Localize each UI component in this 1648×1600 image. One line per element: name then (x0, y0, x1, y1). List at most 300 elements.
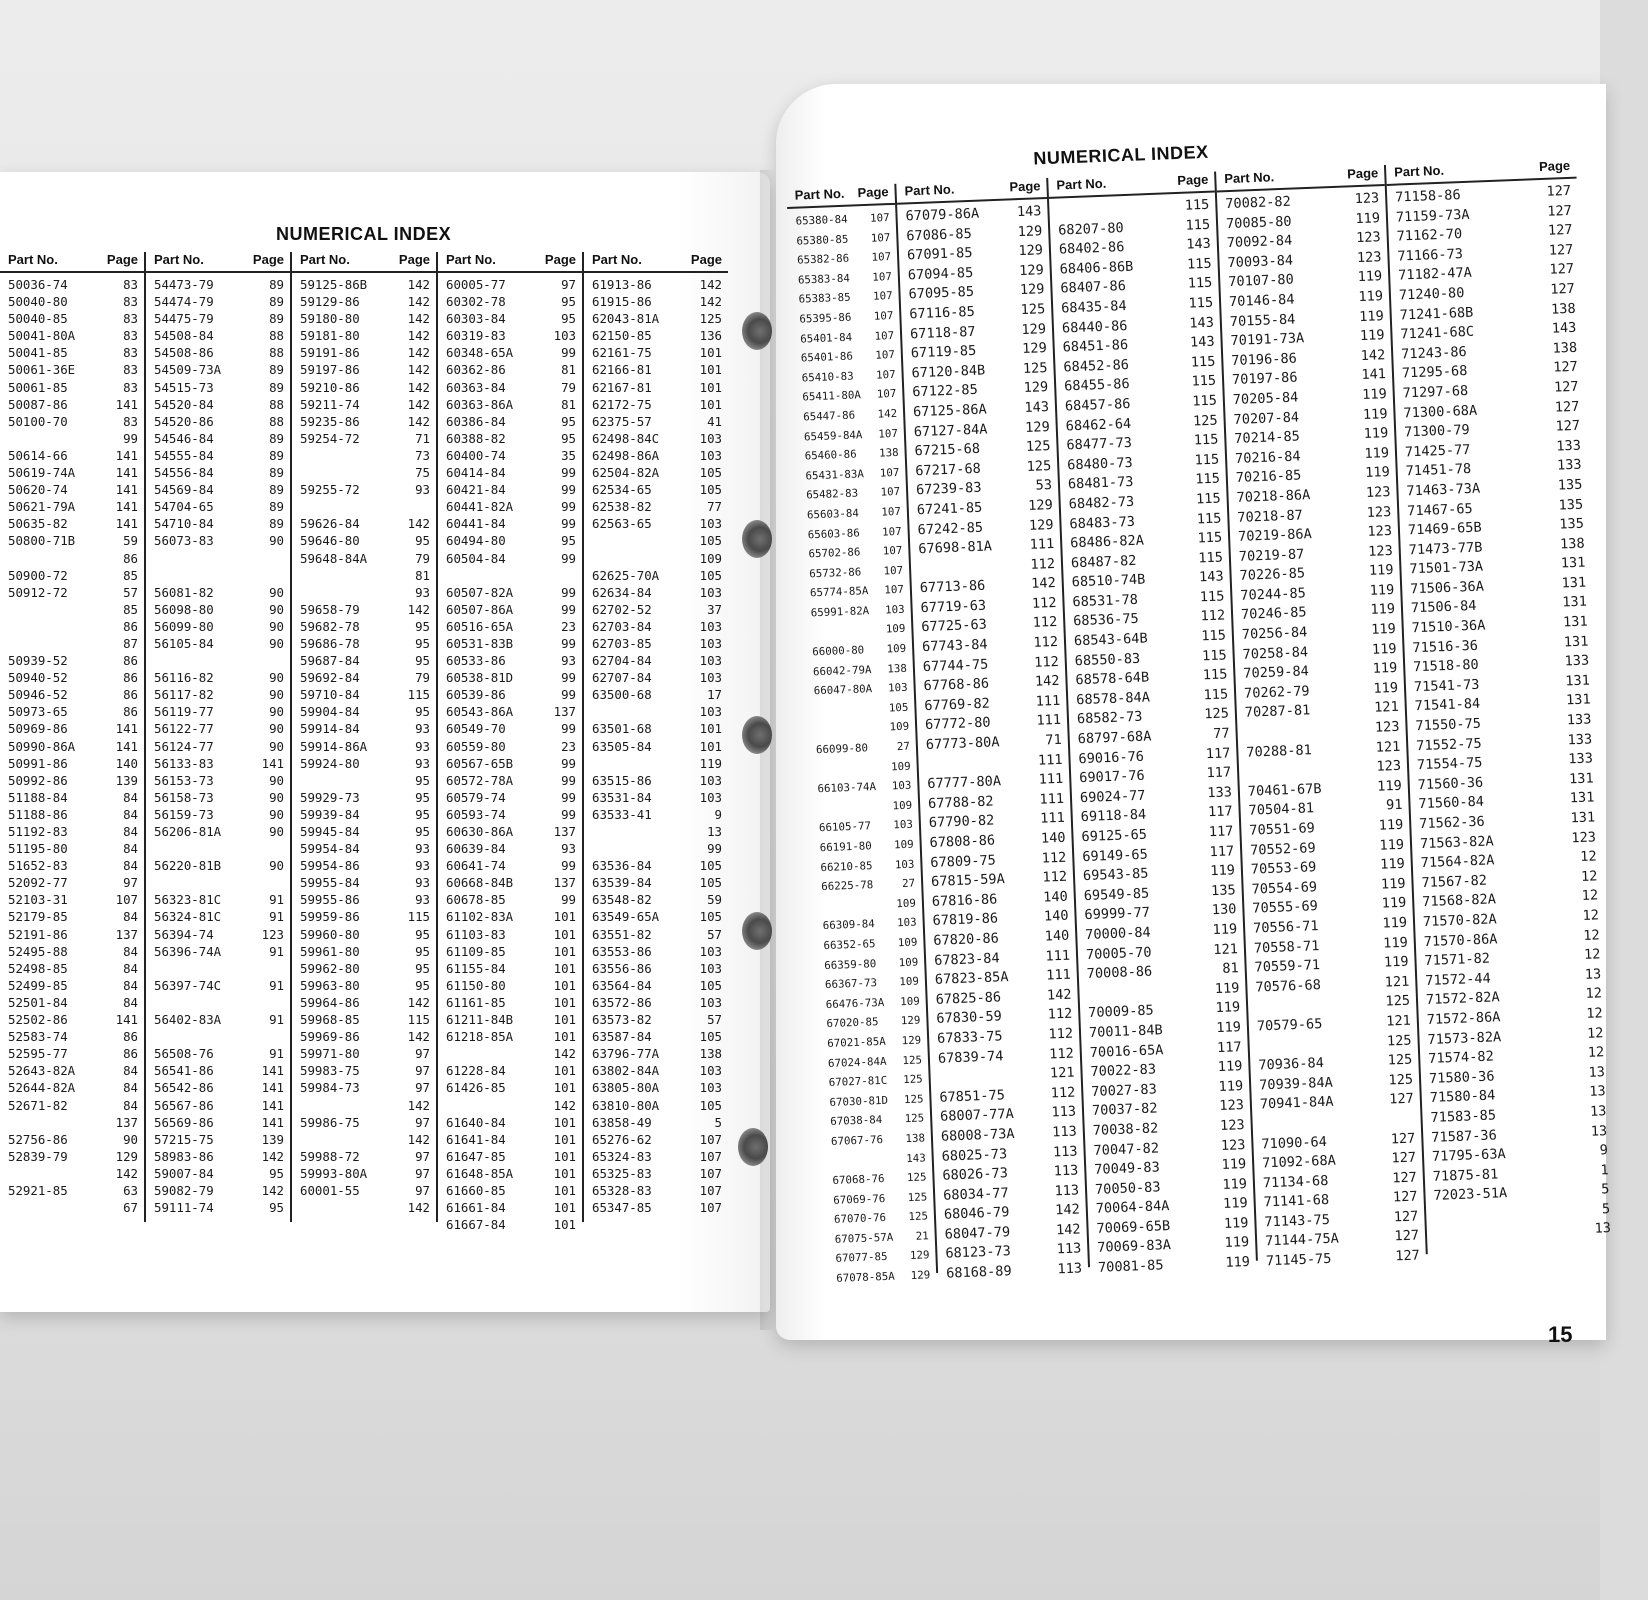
index-row (292, 1062, 436, 1079)
page-ref: 99 (561, 465, 576, 481)
index-row (584, 532, 728, 549)
page-ref: 142 (407, 345, 430, 361)
index-row (0, 344, 144, 361)
page-ref: 119 (1359, 327, 1385, 345)
page-ref: 142 (407, 362, 430, 378)
part-number: 59914-86A (300, 738, 368, 754)
page-ref: 101 (699, 721, 722, 737)
part-number: 54704-65 (154, 499, 214, 515)
part-number: 71564-82A (1420, 852, 1495, 872)
index-row (292, 310, 436, 327)
index-row (0, 396, 144, 413)
page-ref: 83 (123, 379, 138, 395)
page-ref: 101 (553, 1063, 576, 1079)
part-number: 60668-84B (446, 875, 514, 891)
index-row (292, 1045, 436, 1062)
part-number: 68026-73 (942, 1165, 1009, 1184)
page-ref: 141 (261, 1080, 284, 1096)
index-row (292, 327, 436, 344)
part-number: 60441-84 (446, 516, 506, 532)
page-ref: 105 (699, 977, 722, 993)
page-ref: 90 (269, 738, 284, 754)
page-ref: 107 (882, 543, 903, 558)
part-number: 60630-86A (446, 824, 514, 839)
page-ref: 119 (1363, 425, 1389, 443)
page-ref: 107 (880, 485, 901, 499)
index-row (584, 396, 728, 413)
part-number: 61109-85 (446, 943, 506, 959)
part-number: 70553-69 (1250, 859, 1317, 878)
page-ref: 59 (123, 533, 138, 549)
part-number: 68402-86 (1058, 239, 1125, 258)
page-ref: 91 (269, 909, 284, 925)
index-row (146, 447, 290, 464)
index-row (438, 310, 582, 327)
index-row (438, 1079, 582, 1096)
part-number: 70219-87 (1238, 546, 1305, 565)
index-row (146, 1114, 290, 1131)
index-row (584, 430, 728, 447)
index-row (438, 532, 582, 549)
part-number: 65702-86 (808, 545, 861, 561)
part-number: 50912-72 (8, 584, 68, 600)
part-number: 70244-85 (1240, 585, 1307, 604)
page-ref: 115 (1202, 666, 1228, 684)
page-ref: 107 (879, 465, 900, 480)
page-ref: 123 (1365, 483, 1391, 501)
page-ref: 135 (1559, 515, 1585, 533)
index-row (146, 840, 290, 857)
page-ref: 99 (561, 345, 576, 361)
page-ref: 105 (699, 465, 722, 481)
page-ref: 83 (123, 345, 138, 361)
part-number: 70205-84 (1232, 389, 1299, 408)
part-number: 69543-85 (1082, 865, 1149, 885)
index-row (438, 584, 582, 601)
index-row (584, 943, 728, 960)
part-number: 56105-84 (154, 635, 214, 651)
part-number: 67069-76 (833, 1191, 886, 1207)
index-row (292, 891, 436, 908)
page-ref: 84 (123, 858, 138, 874)
index-row (146, 686, 290, 703)
part-number: 68435-84 (1060, 297, 1127, 317)
part-number: 71506-84 (1410, 598, 1477, 617)
index-row (292, 789, 436, 806)
page-ref: 127 (1393, 1208, 1419, 1226)
page-ref: 99 (561, 772, 576, 788)
page-ref: 67 (123, 1200, 138, 1216)
page-ref: 119 (1221, 1156, 1247, 1174)
page-ref: 13 (1590, 1122, 1608, 1140)
column-header (146, 252, 290, 273)
index-row (146, 1045, 290, 1062)
index-row (0, 1011, 144, 1028)
page-ref: 141 (115, 516, 138, 532)
part-number: 50990-86A (8, 738, 76, 754)
part-number: 65328-83 (592, 1182, 652, 1198)
part-number: 68407-86 (1060, 278, 1127, 297)
part-number: 50635-82 (8, 516, 68, 532)
index-row (0, 977, 144, 994)
page-ref: 79 (561, 379, 576, 395)
part-number: 71141-68 (1263, 1192, 1330, 1211)
page-ref: 57 (707, 1012, 722, 1028)
page-ref: 119 (1376, 777, 1403, 795)
page-ref: 115 (1193, 431, 1219, 449)
part-number: 50969-86 (8, 721, 68, 737)
part-number: 54520-84 (154, 396, 214, 412)
page-ref: 103 (699, 943, 722, 959)
part-number: 59007-84 (154, 1165, 214, 1181)
page-ref: 127 (1554, 398, 1580, 416)
page-ref: 119 (1368, 562, 1394, 580)
part-number: 52501-84 (8, 994, 68, 1010)
page-ref: 107 (874, 328, 895, 343)
page-ref: 113 (1054, 1182, 1080, 1200)
page-ref: 103 (699, 516, 722, 532)
page-ref: 113 (1051, 1103, 1077, 1121)
part-number: 60531-83B (446, 635, 514, 651)
part-number: 61647-85 (446, 1148, 506, 1164)
index-row (292, 344, 436, 361)
index-row (584, 584, 728, 601)
part-number: 67851-75 (939, 1086, 1006, 1106)
index-row (438, 1011, 582, 1028)
page-ref: 123 (1367, 542, 1394, 560)
part-number (300, 498, 426, 515)
page-ref: 125 (1204, 705, 1230, 723)
page-ref: 133 (1567, 731, 1593, 749)
index-row (292, 669, 436, 686)
part-number (592, 755, 696, 772)
page-ref: 5 (1601, 1201, 1611, 1218)
binder-hole (738, 1128, 768, 1166)
part-number: 50041-80A (8, 328, 76, 344)
page-ref: 107 (873, 308, 894, 323)
part-number: 66191-80 (819, 839, 872, 855)
page-ref: 119 (1222, 1175, 1248, 1193)
page-ref: 93 (415, 721, 430, 737)
part-number: 67127-84A (913, 420, 988, 440)
page-ref: 127 (1549, 261, 1575, 279)
page-ref: 111 (1045, 947, 1071, 965)
part-number: 59254-72 (300, 430, 360, 446)
part-number: 67773-80A (925, 734, 1000, 754)
page-ref: 88 (269, 396, 284, 412)
index-row (292, 652, 436, 669)
page-ref: 142 (407, 379, 430, 395)
part-number: 61648-85A (446, 1165, 514, 1181)
page-ref: 107 (699, 1131, 722, 1147)
page-ref: 95 (269, 1200, 284, 1216)
index-row (292, 823, 436, 840)
part-number: 63500-68 (592, 687, 652, 703)
part-number: 51195-80 (8, 841, 68, 857)
page-ref: 99 (707, 841, 722, 857)
part-number: 67217-68 (915, 460, 982, 479)
part-number: 52644-82A (8, 1080, 76, 1096)
part-number: 70082-82 (1225, 193, 1292, 213)
part-number: 66309-84 (822, 917, 875, 933)
part-number: 67122-85 (912, 382, 979, 401)
part-number: 70218-86A (1236, 487, 1311, 506)
part-number: 67075-57A (834, 1230, 894, 1246)
index-row (438, 515, 582, 532)
page-ref: 113 (1053, 1162, 1079, 1180)
part-number: 68462-64 (1065, 415, 1132, 434)
page-ref: 129 (900, 1013, 921, 1028)
page-ref: 142 (1046, 986, 1072, 1004)
part-number: 67820-86 (933, 930, 1000, 949)
page-ref: 109 (897, 935, 918, 950)
page-ref: 103 (699, 635, 722, 651)
page-ref: 115 (407, 687, 430, 703)
page-ref (572, 567, 576, 584)
page-ref: 89 (269, 465, 284, 481)
part-number: 56073-83 (154, 533, 214, 549)
part-number: 67077-85 (835, 1250, 888, 1266)
part-number: 65383-84 (797, 271, 851, 287)
index-row (146, 1097, 290, 1114)
part-number: 59125-86B (300, 277, 368, 292)
part-number: 60302-78 (446, 294, 506, 310)
page-ref: 90 (269, 721, 284, 737)
page-header: Page (690, 252, 722, 267)
part-number: 71570-86A (1423, 930, 1498, 950)
part-number: 63549-65A (592, 909, 660, 925)
binder-hole (742, 716, 772, 754)
part-number: 67815-59A (930, 871, 1006, 891)
page-ref: 35 (561, 447, 576, 463)
page-ref: 73 (415, 447, 430, 463)
part-number: 71550-75 (1415, 715, 1482, 735)
page-ref: 101 (553, 1114, 576, 1130)
part-number: 67095-85 (908, 284, 975, 303)
part-number: 60504-84 (446, 550, 506, 566)
page-ref: 103 (699, 704, 722, 720)
index-row (828, 1265, 937, 1289)
part-number: 70504-81 (1248, 800, 1315, 820)
page-ref: 103 (699, 584, 722, 600)
part-number: 56098-80 (154, 601, 214, 617)
part-number (154, 840, 280, 857)
part-number: 70576-68 (1255, 976, 1322, 996)
page-ref: 131 (1562, 613, 1588, 631)
page-ref: 135 (1558, 496, 1584, 514)
page-ref: 119 (1364, 444, 1390, 462)
part-number (811, 620, 882, 642)
part-number: 70556-71 (1252, 918, 1319, 937)
part-number: 56081-82 (154, 584, 214, 600)
page-ref: 115 (1201, 627, 1227, 645)
page-ref: 142 (407, 516, 430, 532)
page-ref: 119 (1358, 307, 1385, 325)
page-ref: 143 (1189, 314, 1215, 332)
part-number: 56117-82 (154, 687, 214, 703)
part-number: 71463-73A (1406, 480, 1481, 500)
part-number: 67744-75 (922, 656, 989, 675)
page-ref: 12 (1580, 868, 1598, 885)
part-number: 70011-84B (1088, 1022, 1163, 1041)
page-ref: 121 (1385, 1012, 1412, 1030)
index-row (146, 635, 290, 652)
part-number: 70219-86A (1237, 526, 1313, 545)
page-ref: 142 (1034, 673, 1060, 691)
part-number: 70941-84A (1259, 1093, 1334, 1113)
index-row (438, 652, 582, 669)
page-ref: 129 (1021, 320, 1047, 338)
page-ref: 117 (1207, 803, 1233, 821)
page-ref: 9 (1599, 1142, 1609, 1159)
page-ref: 105 (699, 567, 722, 583)
part-number: 59983-75 (300, 1063, 360, 1079)
part-number: 70016-65A (1089, 1041, 1164, 1061)
part-number: 59955-86 (300, 892, 360, 908)
part-number: 52839-79 (8, 1148, 68, 1164)
page-ref: 101 (553, 1200, 576, 1216)
index-row (0, 584, 144, 601)
page-ref: 129 (1018, 261, 1045, 279)
page-ref: 84 (123, 943, 138, 959)
part-number: 65324-83 (592, 1148, 652, 1164)
part-number: 59969-86 (300, 1029, 360, 1045)
part-number: 54569-84 (154, 482, 214, 498)
part-number: 71552-75 (1415, 735, 1483, 754)
page-ref: 101 (553, 1165, 576, 1181)
page-ref: 119 (1225, 1254, 1251, 1271)
part-number: 54473-79 (154, 277, 214, 292)
index-row (146, 806, 290, 823)
part-number: 67021-85A (827, 1034, 886, 1050)
part-number: 71473-77B (1408, 539, 1483, 559)
part-number: 59988-72 (300, 1148, 360, 1164)
page-ref: 101 (553, 1148, 576, 1164)
page-ref: 107 (871, 250, 892, 264)
index-row (438, 464, 582, 481)
part-number: 62702-52 (592, 601, 652, 617)
part-number (154, 550, 280, 567)
part-number: 63802-84A (592, 1063, 660, 1079)
index-row (0, 1062, 144, 1079)
page-ref: 23 (561, 738, 576, 754)
part-number: 56099-80 (154, 618, 214, 634)
page-ref: 101 (553, 977, 576, 993)
index-row (292, 840, 436, 857)
page-ref: 105 (699, 858, 722, 874)
index-row (292, 379, 436, 396)
index-row (292, 481, 436, 498)
page-ref: 141 (261, 1114, 284, 1130)
part-number: 68510-74B (1071, 571, 1146, 591)
page-ref: 125 (1385, 993, 1411, 1010)
part-number (8, 635, 119, 652)
page-ref: 81 (561, 362, 576, 378)
part-number: 56542-86 (154, 1080, 214, 1096)
part-number: 70256-84 (1241, 624, 1308, 643)
part-number (592, 823, 703, 840)
page-ref: 138 (1550, 300, 1576, 318)
page-ref: 90 (269, 789, 284, 805)
page-ref: 138 (905, 1131, 926, 1146)
page-ref: 109 (899, 974, 920, 989)
page-ref: 90 (269, 635, 284, 651)
part-number: 59210-86 (300, 379, 360, 395)
page-ref: 91 (269, 1012, 284, 1028)
page-ref: 141 (261, 1063, 284, 1079)
part-number: 67024-84A (827, 1054, 887, 1070)
page-ref: 117 (1205, 744, 1231, 762)
part-number: 68123-73 (945, 1243, 1012, 1263)
index-row (292, 601, 436, 618)
part-number: 68480-73 (1066, 454, 1133, 474)
index-row (146, 481, 290, 498)
page-ref: 119 (1379, 836, 1405, 854)
part-number: 65401-84 (799, 330, 853, 346)
part-number: 70939-84A (1258, 1074, 1334, 1094)
page-ref: 95 (415, 943, 430, 959)
part-number: 60539-86 (446, 687, 506, 703)
part-number: 52179-85 (8, 909, 68, 925)
page-ref: 113 (1057, 1260, 1083, 1278)
index-row (584, 481, 728, 498)
page-ref: 103 (699, 670, 722, 686)
part-number: 67119-85 (910, 342, 977, 362)
page-ref: 142 (407, 294, 430, 310)
page-ref: 95 (415, 789, 430, 805)
part-number: 66000-80 (811, 643, 865, 659)
page-ref: 142 (407, 1029, 430, 1045)
page-ref: 141 (1361, 366, 1387, 384)
part-number: 59984-73 (300, 1080, 360, 1096)
page-ref: 83 (123, 328, 138, 344)
part-number: 70050-83 (1094, 1179, 1161, 1198)
part-number: 70551-69 (1249, 820, 1316, 839)
page-ref: 142 (1030, 575, 1057, 593)
page-ref: 101 (699, 345, 722, 361)
page-ref: 89 (269, 362, 284, 378)
index-row (0, 755, 144, 772)
page-ref: 115 (1203, 686, 1229, 704)
page-ref (1410, 1109, 1415, 1129)
page-ref: 115 (1191, 372, 1217, 390)
part-number: 68550-83 (1074, 650, 1141, 669)
index-row (438, 618, 582, 635)
page-ref: 95 (561, 430, 576, 446)
page-ref: 131 (1570, 809, 1596, 827)
page-ref (280, 874, 284, 891)
page-ref: 143 (1198, 568, 1224, 586)
part-number: 70559-71 (1254, 957, 1321, 976)
part-number: 62538-82 (592, 499, 652, 515)
index-row (292, 293, 436, 310)
part-number: 65380-84 (795, 212, 848, 228)
part-number: 61102-83A (446, 909, 514, 925)
index-row (438, 840, 582, 857)
index-row (0, 567, 144, 584)
part-number: 68440-86 (1061, 317, 1128, 337)
part-number: 71516-36 (1412, 637, 1479, 656)
part-number (300, 447, 411, 464)
index-row (584, 755, 728, 772)
index-row (292, 908, 436, 925)
page-ref: 142 (877, 406, 898, 421)
index-row (292, 550, 436, 567)
part-number: 65460-86 (804, 447, 857, 463)
part-number: 71568-82A (1421, 891, 1497, 911)
index-row (438, 413, 582, 430)
part-number (592, 532, 696, 549)
